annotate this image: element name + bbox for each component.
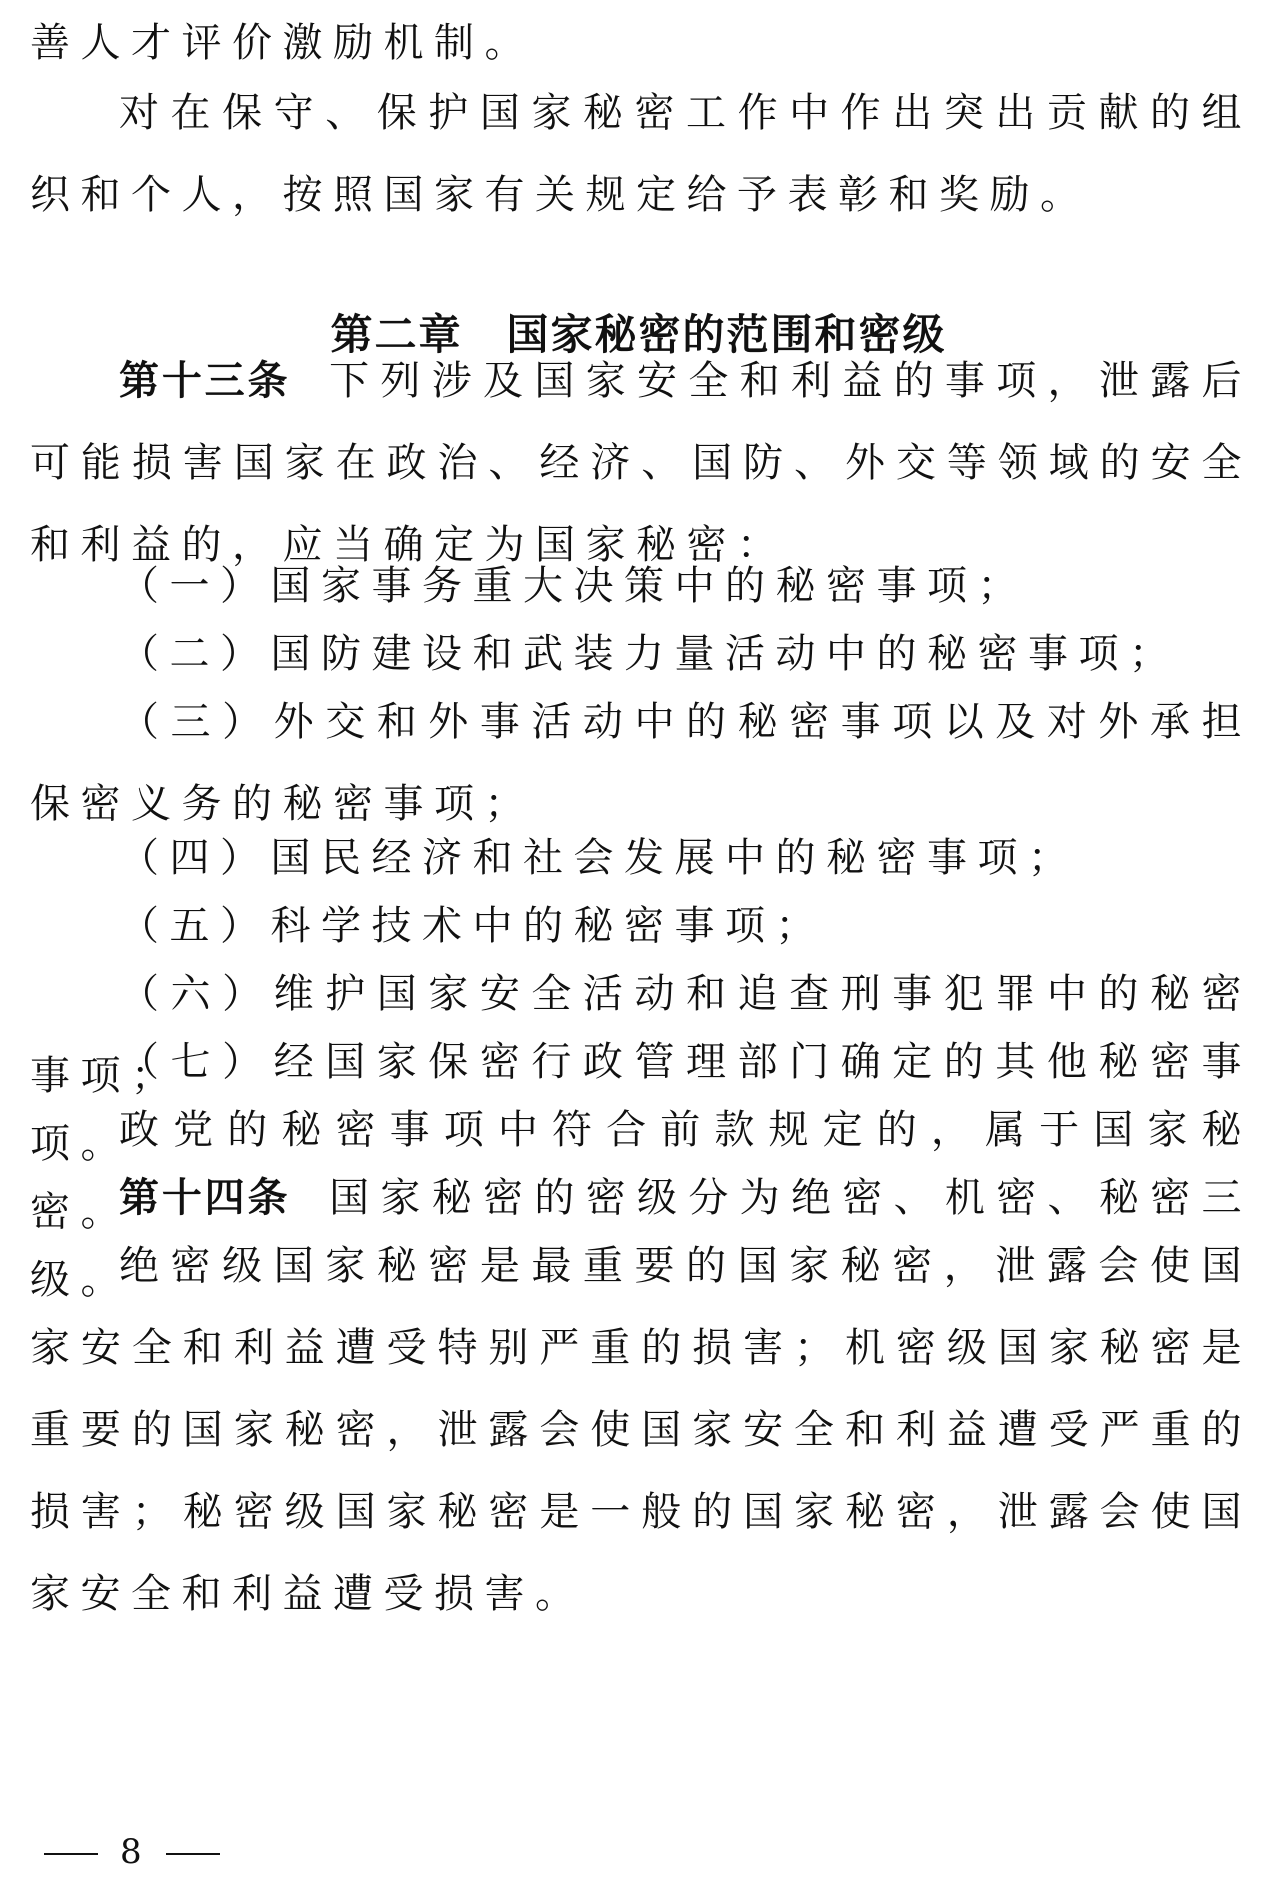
paragraph-secrecy-levels: 绝密级国家秘密是最重要的国家秘密，泄露会使国家安全和利益遭受特别严重的损害；机密级国家秘密是重要的国家秘密，泄露会使国家安全和利益遭受严重的损害；秘密级国家秘密是一般的国家秘密，泄露会使国家安全和利益遭受损害。 [30,1243,1252,1617]
list-item-5: （五）科学技术中的秘密事项； [119,903,826,949]
article-13-text: 下列涉及国家安全和利益的事项，泄露后可能损害国家在政治、经济、国防、外交等领域的安全和利益的，应当确定为国家秘密： [30,358,1253,568]
list-item-4: （四）国民经济和社会发展中的秘密事项； [119,835,1079,881]
page-number [44,1832,220,1872]
chapter-title: 国家秘密的范围和密级 [506,310,947,359]
paragraph-party-secrets: 政党的秘密事项中符合前款规定的，属于国家秘密。 [30,1107,1252,1235]
chapter-number: 第二章 [330,310,463,359]
list-item-1: （一）国家事务重大决策中的秘密事项； [119,563,1028,609]
page-number-right-dash [166,1853,220,1855]
article-14-text: 国家秘密的密级分为绝密、机密、秘密三级。 [30,1175,1253,1303]
list-item-6: （六）维护国家安全活动和追查刑事犯罪中的秘密事项； [30,971,1252,1099]
article-13-label: 第十三条 [119,358,291,404]
paragraph-commendation: 对在保守、保护国家秘密工作中作出突出贡献的组织和个人，按照国家有关规定给予表彰和奖励。 [30,90,1252,218]
page-number-left-dash [44,1853,98,1855]
list-item-3: （三）外交和外事活动中的秘密事项以及对外承担保密义务的秘密事项； [30,699,1252,827]
list-item-2: （二）国防建设和武装力量活动中的秘密事项； [119,631,1180,677]
page-number-value: 8 [120,1832,144,1872]
paragraph-continuation: 善人才评价激励机制。 [30,20,535,66]
article-14-label: 第十四条 [119,1175,291,1221]
list-item-7: （七）经国家保密行政管理部门确定的其他秘密事项。 [30,1039,1252,1167]
